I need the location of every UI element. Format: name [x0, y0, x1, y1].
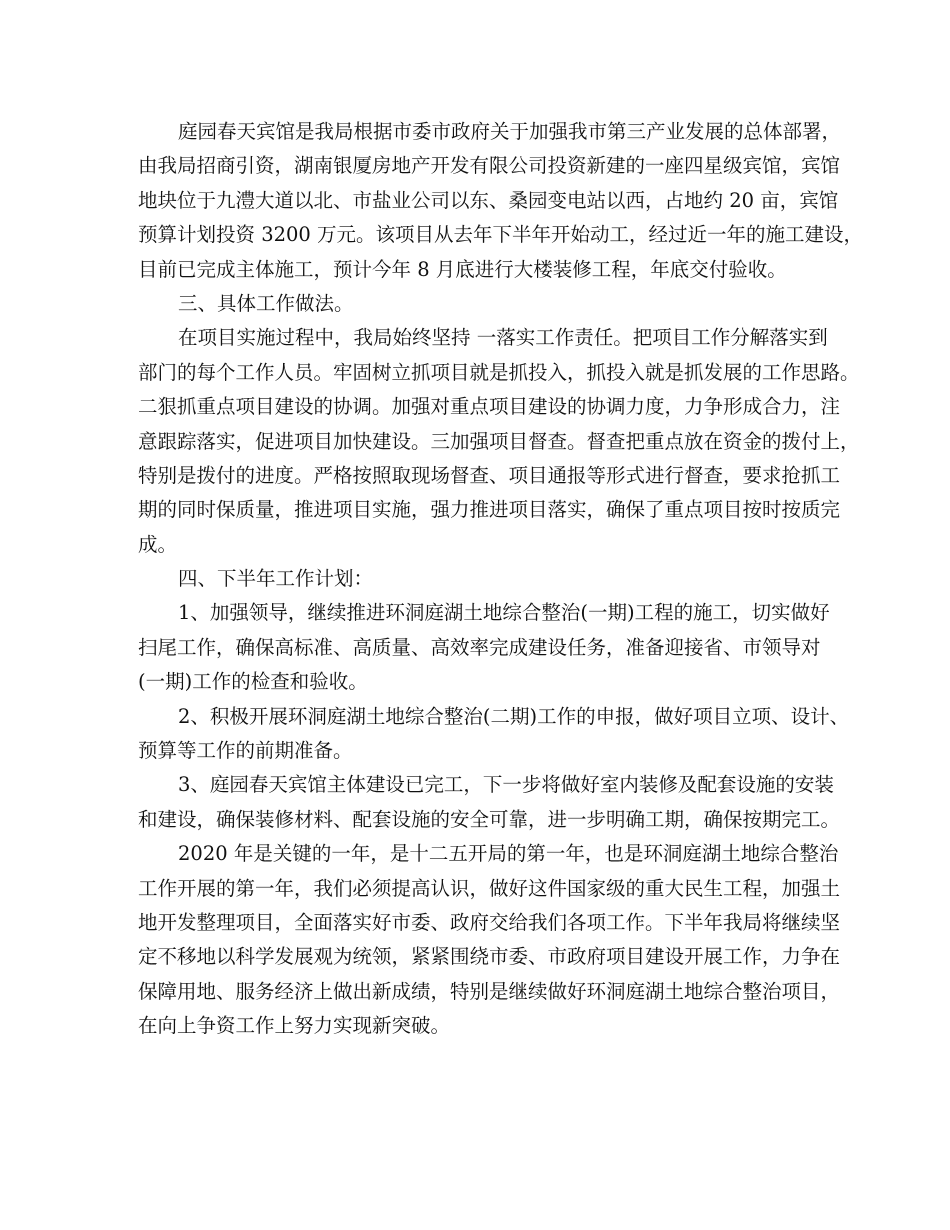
paragraph-line: (一期)工作的检查和验收。	[138, 670, 368, 694]
paragraph-line: 意跟踪落实，促进项目加快建设。三加强项目督查。督查把重点放在资金的拨付上，	[138, 429, 860, 453]
document-body	[138, 115, 864, 1044]
paragraph-line: 扫尾工作，确保高标准、高质量、高效率完成建设任务，准备迎接省、市领导对	[138, 635, 821, 659]
paragraph-line: 预算等工作的前期准备。	[138, 739, 353, 763]
paragraph-line: 在向上争资工作上努力实现新突破。	[138, 1014, 451, 1038]
paragraph-line: 成。	[138, 532, 178, 556]
paragraph-line: 地块位于九澧大道以北、市盐业公司以东、桑园变电站以西，占地约 20 亩，宾馆	[138, 188, 839, 212]
paragraph-line: 工作开展的第一年，我们必须提高认识，做好这件国家级的重大民生工程，加强土	[138, 876, 841, 900]
paragraph-line: 和建设，确保装修材料、配套设施的安全可靠，进一步明确工期，确保按期完工。	[138, 807, 841, 831]
paragraph-first-line: 三、具体工作做法。	[178, 291, 354, 315]
paragraph-line: 二狠抓重点项目建设的协调。加强对重点项目建设的协调力度，力争形成合力，注	[138, 395, 841, 419]
paragraph-first-line: 2、积极开展环洞庭湖土地综合整治(二期)工作的申报，做好项目立项、设计、	[178, 704, 850, 728]
paragraph-line: 定不移地以科学发展观为统领，紧紧围绕市委、市政府项目建设开展工作，力争在	[138, 945, 841, 969]
paragraph-line: 保障用地、服务经济上做出新成绩，特别是继续做好环洞庭湖土地综合整治项目，	[138, 979, 841, 1003]
paragraph-line: 地开发整理项目，全面落实好市委、政府交给我们各项工作。下半年我局将继续坚	[138, 910, 841, 934]
paragraph-first-line: 1、加强领导，继续推进环洞庭湖土地综合整治(一期)工程的施工，切实做好	[178, 601, 830, 625]
paragraph-line: 特别是拨付的进度。严格按照取现场督查、项目通报等形式进行督查，要求抢抓工	[138, 463, 841, 487]
paragraph-first-line: 四、下半年工作计划：	[178, 567, 374, 591]
paragraph-line: 部门的每个工作人员。牢固树立抓项目就是抓投入，抓投入就是抓发展的工作思路。	[138, 360, 860, 384]
paragraph-line: 目前已完成主体施工，预计今年 8 月底进行大楼装修工程，年底交付验收。	[138, 257, 787, 281]
paragraph-first-line: 在项目实施过程中，我局始终坚持 一落实工作责任。把项目工作分解落实到	[178, 326, 828, 350]
paragraph-first-line: 2020 年是关键的一年，是十二五开局的第一年，也是环洞庭湖土地综合整治	[178, 842, 839, 866]
paragraph-first-line: 庭园春天宾馆是我局根据市委市政府关于加强我市第三产业发展的总体部署，	[178, 120, 842, 143]
paragraph-line: 预算计划投资 3200 万元。该项目从去年下半年开始动工，经过近一年的施工建设，	[138, 223, 864, 247]
paragraph-line: 期的同时保质量，推进项目实施，强力推进项目落实，确保了重点项目按时按质完	[138, 498, 841, 522]
paragraph-line: 由我局招商引资，湖南银厦房地产开发有限公司投资新建的一座四星级宾馆，宾馆	[138, 154, 841, 178]
paragraph-first-line: 3、庭园春天宾馆主体建设已完工，下一步将做好室内装修及配套设施的安装	[178, 773, 834, 797]
